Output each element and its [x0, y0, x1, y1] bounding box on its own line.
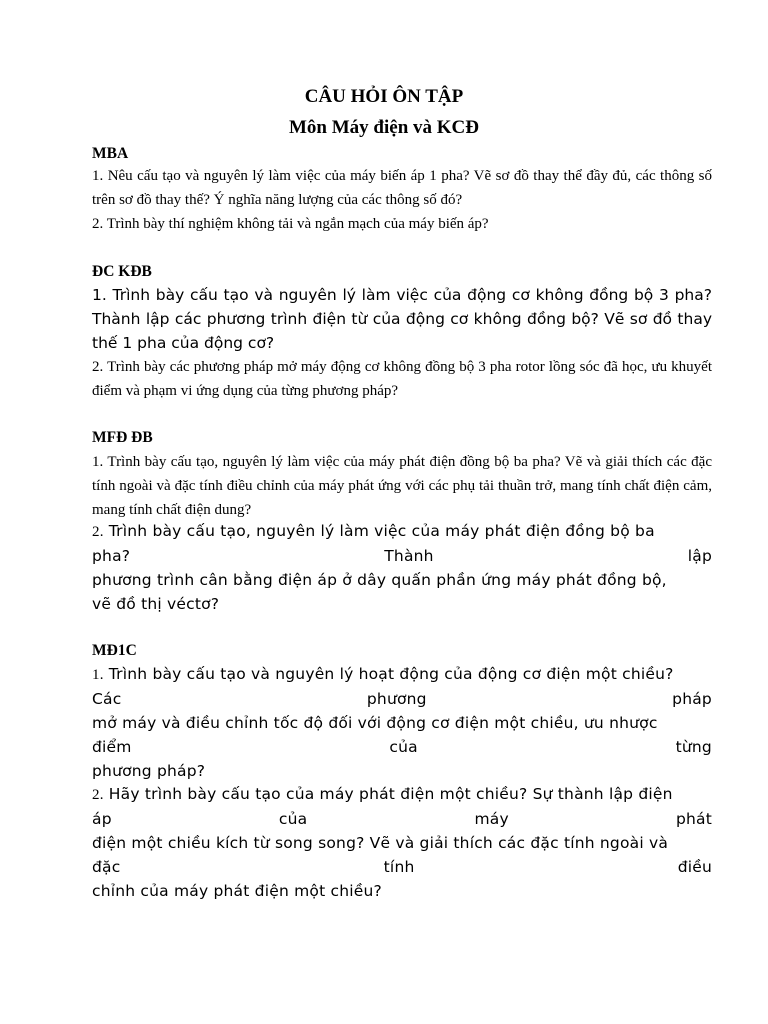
word: từng	[675, 738, 712, 756]
question-mfd-db-1: 1. Trình bày cấu tạo, nguyên lý làm việc của máy phát điện đồng bộ ba pha? Vẽ và giải thích các đặc tính ngoài và đặc tính điều chỉnh của máy phát ứng với các phụ tải thuần trở, mang tính chất điện cảm, mang tính chất điện dung?	[92, 454, 712, 518]
question-mba-1: 1. Nêu cấu tạo và nguyên lý làm việc của máy biến áp 1 pha? Vẽ sơ đồ thay thể đầy đủ, các thông số trên sơ đồ thay thế? Ý nghĩa năng lượng của các thông số đó?	[92, 168, 712, 208]
question-text: Trình bày cấu tạo, nguyên lý làm việc của máy phát điện đồng bộ ba	[108, 522, 655, 540]
page-subtitle: Môn Máy điện và KCĐ	[289, 117, 479, 138]
word: của	[278, 810, 308, 828]
word: Các	[92, 690, 122, 708]
question-line: phương trình cân bằng điện áp ở dây quấn phần ứng máy phát đồng bộ,	[92, 571, 667, 589]
question-number: 1.	[92, 667, 104, 683]
question-line: vẽ đồ thị véctơ?	[92, 595, 220, 613]
section-heading-mba: MBA	[92, 145, 129, 162]
question-line: phương pháp?	[92, 762, 206, 780]
word: phát	[675, 810, 712, 828]
section-heading-mfd-db: MFĐ ĐB	[92, 429, 153, 446]
page-title: CÂU HỎI ÔN TẬP	[304, 86, 464, 107]
word: phương	[366, 690, 427, 708]
word: tính	[383, 858, 415, 876]
question-dc-kdb-1: 1. Trình bày cấu tạo và nguyên lý làm việc của động cơ không đồng bộ 3 pha? Thành lập các phương trình điện từ của động cơ không đồng bộ? Vẽ sơ đồ thay thế 1 pha của động cơ?	[92, 286, 712, 352]
word: điều	[677, 858, 712, 876]
word: pháp	[672, 690, 712, 708]
question-line	[92, 807, 712, 831]
question-line	[92, 519, 712, 544]
question-md1c-1	[92, 662, 712, 783]
question-number: 2.	[92, 524, 104, 540]
section-heading-md1c: MĐ1C	[92, 642, 137, 659]
question-number: 2.	[92, 787, 104, 803]
word: pha?	[92, 547, 131, 565]
question-mfd-db-2	[92, 519, 712, 616]
question-line: mở máy và điều chỉnh tốc độ đối với động cơ điện một chiều, ưu nhược	[92, 714, 658, 732]
question-line	[92, 687, 712, 711]
section-heading-dc-kdb: ĐC KĐB	[92, 263, 152, 280]
question-text: Trình bày cấu tạo và nguyên lý hoạt động của động cơ điện một chiều?	[108, 665, 674, 683]
question-line	[92, 855, 712, 879]
question-dc-kdb-2: 2. Trình bày các phương pháp mở máy động cơ không đồng bộ 3 pha rotor lồng sóc đã học, ưu khuyết điểm và phạm vi ứng dụng của từng phương pháp?	[92, 359, 712, 399]
word: đặc	[92, 858, 121, 876]
question-mba-2: 2. Trình bày thí nghiệm không tải và ngắn mạch của máy biến áp?	[92, 216, 489, 232]
word: điểm	[92, 738, 132, 756]
question-line	[92, 782, 712, 807]
word: lập	[687, 547, 712, 565]
word: máy	[474, 810, 509, 828]
word: của	[389, 738, 418, 756]
question-line	[92, 662, 712, 687]
question-line: chỉnh của máy phát điện một chiều?	[92, 882, 382, 900]
question-line	[92, 735, 712, 759]
word: áp	[92, 810, 112, 828]
question-text: Hãy trình bày cấu tạo của máy phát điện một chiều? Sự thành lập điện	[108, 785, 673, 803]
question-md1c-2	[92, 782, 712, 903]
word: Thành	[384, 547, 434, 565]
question-line: điện một chiều kích từ song song? Vẽ và giải thích các đặc tính ngoài và	[92, 834, 669, 852]
question-line	[92, 544, 712, 568]
